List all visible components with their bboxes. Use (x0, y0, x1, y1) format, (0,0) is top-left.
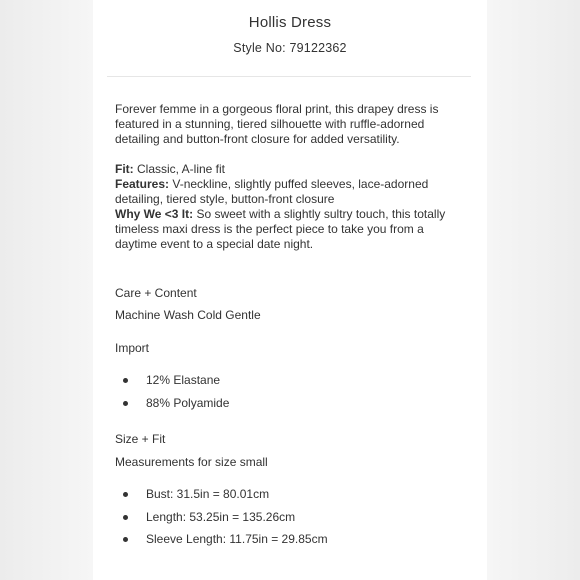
list-item (123, 373, 220, 387)
bullet-icon (123, 537, 128, 542)
product-description (115, 102, 465, 252)
care-origin: Import (115, 341, 150, 355)
fit-line (115, 162, 465, 177)
why-label: Why We <3 It: (115, 207, 194, 221)
care-wash: Machine Wash Cold Gentle (115, 308, 261, 322)
care-heading: Care + Content (115, 286, 197, 300)
bullet-icon (123, 492, 128, 497)
list-item (123, 510, 295, 524)
description-intro: Forever femme in a gorgeous floral print, this drapey dress is featured in a stunning, tiered silhouette with ruffle-adorned detailing and button-front closure for added versatility. (115, 102, 439, 146)
style-number: Style No: 79122362 (233, 41, 347, 55)
measurement-label: Length: 53.25in = 135.26cm (146, 510, 296, 524)
product-detail-panel (93, 0, 487, 580)
features-text: V-neckline, slightly puffed sleeves, lace-adorned detailing, tiered style, button-front closure (115, 177, 429, 206)
fit-text: Classic, A-line fit (133, 162, 226, 176)
measurement-label: Bust: 31.5in = 80.01cm (146, 487, 270, 501)
list-item (123, 396, 229, 410)
size-fit-heading: Size + Fit (115, 432, 166, 446)
size-fit-intro: Measurements for size small (115, 455, 268, 469)
material-label: 12% Elastane (146, 373, 221, 387)
divider (107, 76, 471, 77)
features-label: Features: (115, 177, 170, 191)
measurement-label: Sleeve Length: 11.75in = 29.85cm (146, 532, 328, 546)
bullet-icon (123, 378, 128, 383)
list-item (123, 532, 328, 546)
product-title: Hollis Dress (248, 14, 332, 31)
why-text: So sweet with a slightly sultry touch, this totally timeless maxi dress is the perfect piece to take you from a daytime event to a special date night. (115, 207, 446, 251)
background-right (487, 0, 580, 580)
features-line (115, 177, 465, 207)
fit-label: Fit: (115, 162, 134, 176)
material-label: 88% Polyamide (146, 396, 230, 410)
bullet-icon (123, 401, 128, 406)
list-item (123, 487, 269, 501)
why-line (115, 207, 465, 252)
bullet-icon (123, 515, 128, 520)
background-left (0, 0, 93, 580)
